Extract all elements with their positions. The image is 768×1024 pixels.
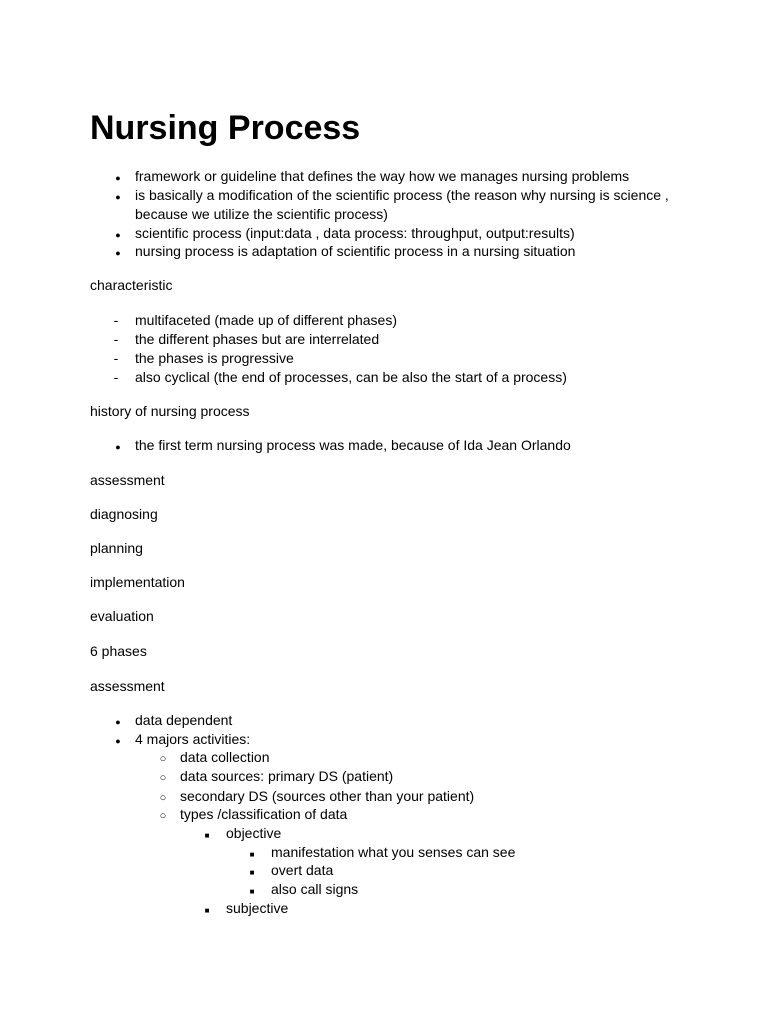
page-title: Nursing Process	[90, 109, 361, 147]
bullet-icon	[112, 436, 124, 457]
list-item: multifaceted (made up of different phases)	[135, 312, 398, 328]
list-item: data dependent	[135, 712, 233, 728]
circle-bullet-icon	[157, 805, 169, 826]
phase-line: planning	[90, 540, 143, 556]
dash-icon	[110, 311, 122, 330]
circle-bullet-icon	[157, 748, 169, 769]
bullet-icon	[112, 186, 124, 207]
bullet-icon	[112, 730, 124, 751]
list-item: is basically a modification of the scientific process (the reason why nursing is science ,	[135, 187, 669, 203]
list-item: data collection	[180, 749, 270, 765]
square-bullet-icon	[246, 880, 258, 901]
bullet-icon	[112, 167, 124, 188]
circle-bullet-icon	[157, 767, 169, 788]
section-heading-assessment: assessment	[90, 678, 165, 694]
list-item: also call signs	[271, 881, 359, 897]
square-bullet-icon	[201, 899, 213, 920]
phase-line: assessment	[90, 472, 165, 488]
list-item: nursing process is adaptation of scientific process in a nursing situation	[135, 243, 576, 259]
phase-line: evaluation	[90, 608, 154, 624]
list-item: the first term nursing process was made, because of Ida Jean Orlando	[135, 437, 571, 453]
square-bullet-icon	[201, 824, 213, 845]
bullet-icon	[112, 711, 124, 732]
list-item: overt data	[271, 862, 334, 878]
list-item: framework or guideline that defines the way how we manages nursing problems	[135, 168, 630, 184]
list-item-continuation: because we utilize the scientific process)	[135, 206, 388, 222]
list-item: types /classification of data	[180, 806, 348, 822]
list-item: the different phases but are interrelated	[135, 331, 380, 347]
square-bullet-icon	[246, 861, 258, 882]
section-heading-characteristic: characteristic	[90, 277, 173, 293]
phase-line: diagnosing	[90, 506, 158, 522]
list-item: secondary DS (sources other than your patient)	[180, 788, 475, 804]
list-item: scientific process (input:data , data process: throughput, output:results)	[135, 225, 575, 241]
bullet-icon	[112, 242, 124, 263]
phase-line: 6 phases	[90, 643, 147, 659]
list-item: also cyclical (the end of processes, can be also the start of a process)	[135, 369, 567, 385]
dash-icon	[110, 349, 122, 368]
phase-line: implementation	[90, 574, 185, 590]
dash-icon	[110, 368, 122, 387]
list-item: objective	[226, 825, 282, 841]
list-item: subjective	[226, 900, 289, 916]
list-item: 4 majors activities:	[135, 731, 251, 747]
section-heading-history: history of nursing process	[90, 403, 250, 419]
list-item: manifestation what you senses can see	[271, 844, 516, 860]
list-item: the phases is progressive	[135, 350, 294, 366]
dash-icon	[110, 330, 122, 349]
list-item: data sources: primary DS (patient)	[180, 768, 394, 784]
